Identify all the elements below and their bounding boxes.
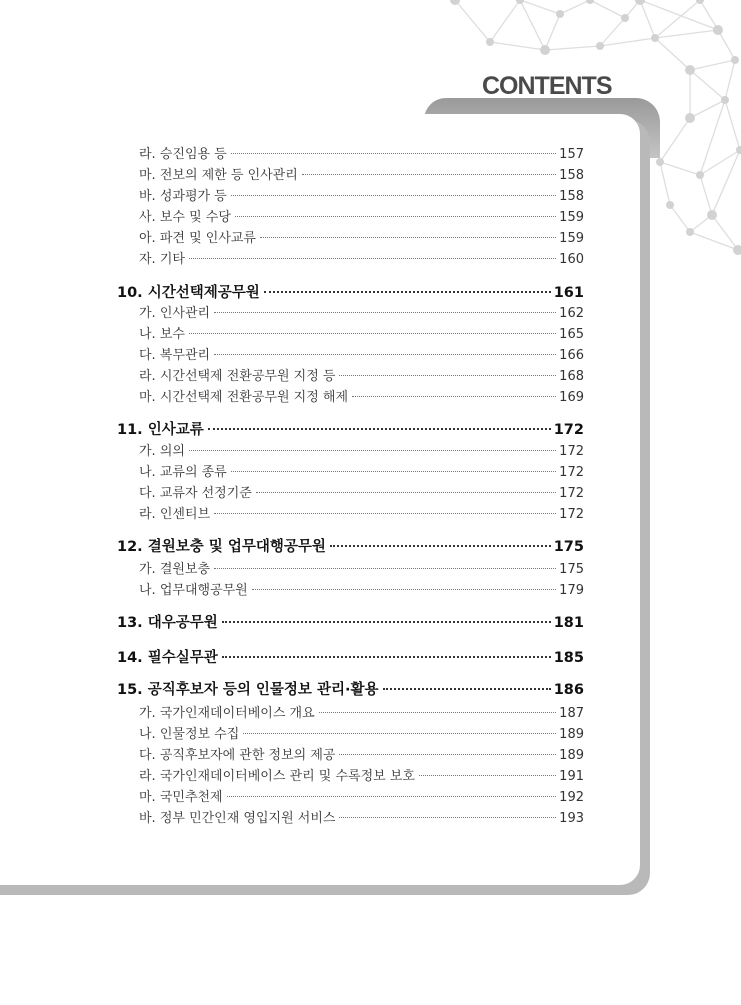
toc-entry-title: 라. 승진임용 등 [139,147,227,162]
toc-entry-title: 나. 교류의 종류 [139,465,227,480]
toc-entry-title: 다. 교류자 선정기준 [139,486,252,501]
toc-entry-page-number: 157 [559,147,584,162]
toc-dot-leader [222,621,551,623]
toc-section-entry[interactable] [139,561,584,579]
toc-entry-page-number: 185 [553,650,584,666]
toc-entry-page-number: 165 [559,327,584,342]
toc-dot-leader [319,712,557,713]
toc-chapter-entry[interactable] [117,648,584,668]
toc-entry-title: 11. 인사교류 [117,422,204,438]
toc-section-entry[interactable] [139,389,584,407]
toc-entry-title: 마. 시간선택제 전환공무원 지정 해제 [139,390,349,405]
toc-chapter-entry[interactable] [117,420,584,440]
toc-entry-page-number: 186 [553,682,584,698]
toc-dot-leader [302,174,556,175]
toc-dot-leader [330,545,551,547]
toc-entry-title: 아. 파견 및 인사교류 [139,231,256,246]
toc-section-entry[interactable] [139,768,584,786]
toc-entry-title: 라. 인센티브 [139,507,211,522]
toc-entry-page-number: 158 [559,168,584,183]
toc-entry-title: 마. 전보의 제한 등 인사관리 [139,168,298,183]
toc-entry-page-number: 159 [559,231,584,246]
toc-dot-leader [235,216,556,217]
toc-entry-title: 마. 국민추천제 [139,790,223,805]
toc-entry-page-number: 168 [559,369,584,384]
toc-entry-page-number: 192 [559,790,584,805]
toc-dot-leader [214,312,556,313]
toc-entry-page-number: 191 [559,769,584,784]
toc-entry-title: 가. 인사관리 [139,306,211,321]
toc-entry-page-number: 158 [559,189,584,204]
toc-entry-page-number: 172 [559,465,584,480]
toc-dot-leader [227,796,557,797]
toc-entry-page-number: 159 [559,210,584,225]
toc-entry-page-number: 189 [559,727,584,742]
toc-entry-title: 사. 보수 및 수당 [139,210,231,225]
toc-section-entry[interactable] [139,506,584,524]
toc-dot-leader [256,492,556,493]
toc-chapter-entry[interactable] [117,613,584,633]
toc-entry-page-number: 169 [559,390,584,405]
toc-entry-page-number: 160 [559,252,584,267]
toc-section-entry[interactable] [139,209,584,227]
toc-dot-leader [231,471,556,472]
toc-entry-title: 15. 공직후보자 등의 인물정보 관리·활용 [117,682,379,698]
toc-section-entry[interactable] [139,251,584,269]
toc-section-entry[interactable] [139,726,584,744]
toc-section-entry[interactable] [139,747,584,765]
toc-entry-title: 14. 필수실무관 [117,650,218,666]
toc-entry-page-number: 187 [559,706,584,721]
toc-section-entry[interactable] [139,347,584,365]
toc-entry-page-number: 181 [553,615,584,631]
toc-entry-title: 나. 보수 [139,327,185,342]
toc-entry-page-number: 193 [559,811,584,826]
toc-dot-leader [214,513,556,514]
toc-section-entry[interactable] [139,230,584,248]
toc-entry-title: 13. 대우공무원 [117,615,218,631]
toc-entry-page-number: 166 [559,348,584,363]
toc-dot-leader [214,354,556,355]
toc-dot-leader [339,817,556,818]
toc-entry-page-number: 189 [559,748,584,763]
toc-entry-page-number: 172 [559,486,584,501]
toc-dot-leader [222,656,551,658]
toc-section-entry[interactable] [139,167,584,185]
toc-entry-title: 12. 결원보충 및 업무대행공무원 [117,539,326,555]
toc-section-entry[interactable] [139,464,584,482]
toc-section-entry[interactable] [139,305,584,323]
toc-entry-page-number: 179 [559,583,584,598]
toc-entry-title: 자. 기타 [139,252,185,267]
toc-dot-leader [252,589,556,590]
toc-dot-leader [208,428,551,430]
toc-section-entry[interactable] [139,705,584,723]
toc-entry-title: 라. 시간선택제 전환공무원 지정 등 [139,369,336,384]
toc-section-entry[interactable] [139,326,584,344]
toc-section-entry[interactable] [139,582,584,600]
toc-entry-title: 나. 업무대행공무원 [139,583,248,598]
toc-entry-page-number: 172 [559,444,584,459]
toc-section-entry[interactable] [139,188,584,206]
toc-entry-title: 바. 정부 민간인재 영입지원 서비스 [139,811,336,826]
toc-dot-leader [339,754,556,755]
toc-entry-title: 가. 의의 [139,444,185,459]
toc-dot-leader [352,396,556,397]
toc-entry-title: 가. 국가인재데이터베이스 개요 [139,706,315,721]
toc-entry-page-number: 161 [553,285,584,301]
toc-entry-page-number: 162 [559,306,584,321]
toc-section-entry[interactable] [139,443,584,461]
toc-dot-leader [419,775,556,776]
toc-dot-leader [189,450,556,451]
toc-chapter-entry[interactable] [117,283,584,303]
toc-entry-page-number: 175 [553,539,584,555]
toc-entry-title: 다. 공직후보자에 관한 정보의 제공 [139,748,336,763]
toc-chapter-entry[interactable] [117,537,584,557]
toc-dot-leader [231,195,556,196]
toc-dot-leader [264,291,551,293]
toc-section-entry[interactable] [139,368,584,386]
toc-entry-title: 10. 시간선택제공무원 [117,285,260,301]
toc-dot-leader [189,333,556,334]
contents-heading: CONTENTS [482,72,612,100]
toc-entry-page-number: 172 [553,422,584,438]
toc-dot-leader [214,568,556,569]
toc-dot-leader [383,688,551,690]
toc-dot-leader [260,237,556,238]
toc-entry-page-number: 175 [559,562,584,577]
toc-chapter-entry[interactable] [117,680,584,700]
toc-section-entry[interactable] [139,810,584,828]
toc-dot-leader [339,375,556,376]
toc-section-entry[interactable] [139,789,584,807]
toc-section-entry[interactable] [139,146,584,164]
toc-section-entry[interactable] [139,485,584,503]
toc-entry-title: 가. 결원보충 [139,562,211,577]
toc-entry-title: 다. 복무관리 [139,348,211,363]
toc-dot-leader [189,258,556,259]
toc-entry-page-number: 172 [559,507,584,522]
toc-entry-title: 나. 인물정보 수집 [139,727,240,742]
toc-dot-leader [243,733,556,734]
toc-entry-title: 라. 국가인재데이터베이스 관리 및 수록정보 보호 [139,769,415,784]
toc-dot-leader [231,153,556,154]
toc-entry-title: 바. 성과평가 등 [139,189,227,204]
